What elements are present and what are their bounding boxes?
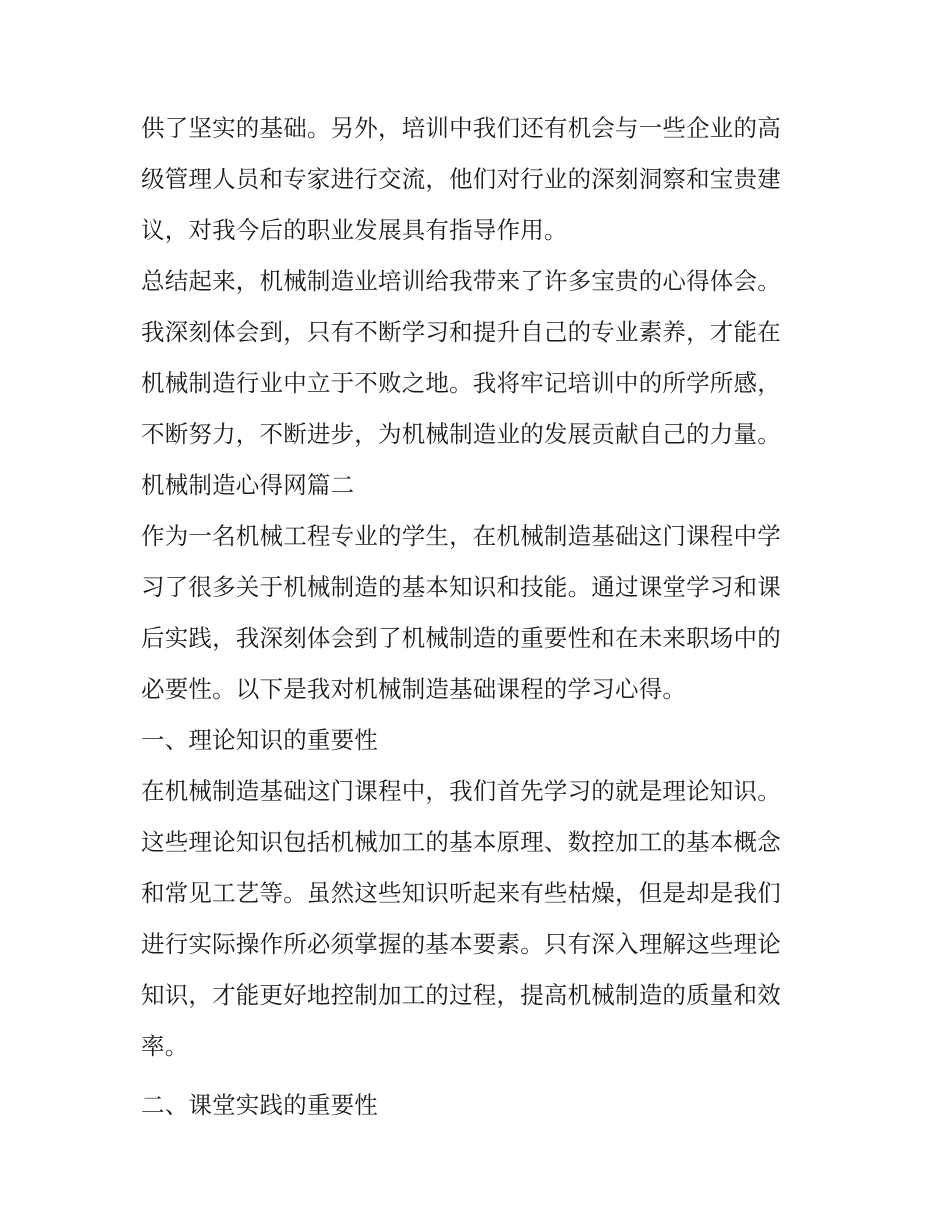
text-line: 必要性。以下是我对机械制造基础课程的学习心得。	[141, 675, 687, 703]
text-line: 在机械制造基础这门课程中，我们首先学习的就是理论知识。	[141, 777, 781, 805]
text-line: 率。	[141, 1032, 189, 1060]
subsection-heading: 二、课堂实践的重要性	[141, 1091, 378, 1119]
text-line: 级管理人员和专家进行交流，他们对行业的深刻洞察和宝贵建	[141, 165, 781, 193]
text-line: 和常见工艺等。虽然这些知识听起来有些枯燥，但是却是我们	[141, 879, 781, 907]
text-line: 我深刻体会到，只有不断学习和提升自己的专业素养，才能在	[141, 318, 781, 346]
text-line: 进行实际操作所必须掌握的基本要素。只有深入理解这些理论	[141, 930, 781, 958]
subsection-heading: 一、理论知识的重要性	[141, 726, 378, 754]
text-line: 机械制造行业中立于不败之地。我将牢记培训中的所学所感，	[141, 369, 781, 397]
text-line: 供了坚实的基础。另外，培训中我们还有机会与一些企业的高	[141, 114, 781, 142]
document-body	[141, 103, 811, 1131]
text-line: 议，对我今后的职业发展具有指导作用。	[141, 216, 568, 244]
section-heading: 机械制造心得网篇二	[141, 471, 355, 499]
text-line: 这些理论知识包括机械加工的基本原理、数控加工的基本概念	[141, 828, 781, 856]
text-line: 后实践，我深刻体会到了机械制造的重要性和在未来职场中的	[141, 624, 781, 652]
text-line: 知识，才能更好地控制加工的过程，提高机械制造的质量和效	[141, 981, 781, 1009]
text-line: 不断努力，不断进步，为机械制造业的发展贡献自己的力量。	[141, 420, 781, 448]
text-line: 习了很多关于机械制造的基本知识和技能。通过课堂学习和课	[141, 573, 781, 601]
text-line: 作为一名机械工程专业的学生，在机械制造基础这门课程中学	[141, 522, 781, 550]
text-line: 总结起来，机械制造业培训给我带来了许多宝贵的心得体会。	[141, 267, 781, 295]
